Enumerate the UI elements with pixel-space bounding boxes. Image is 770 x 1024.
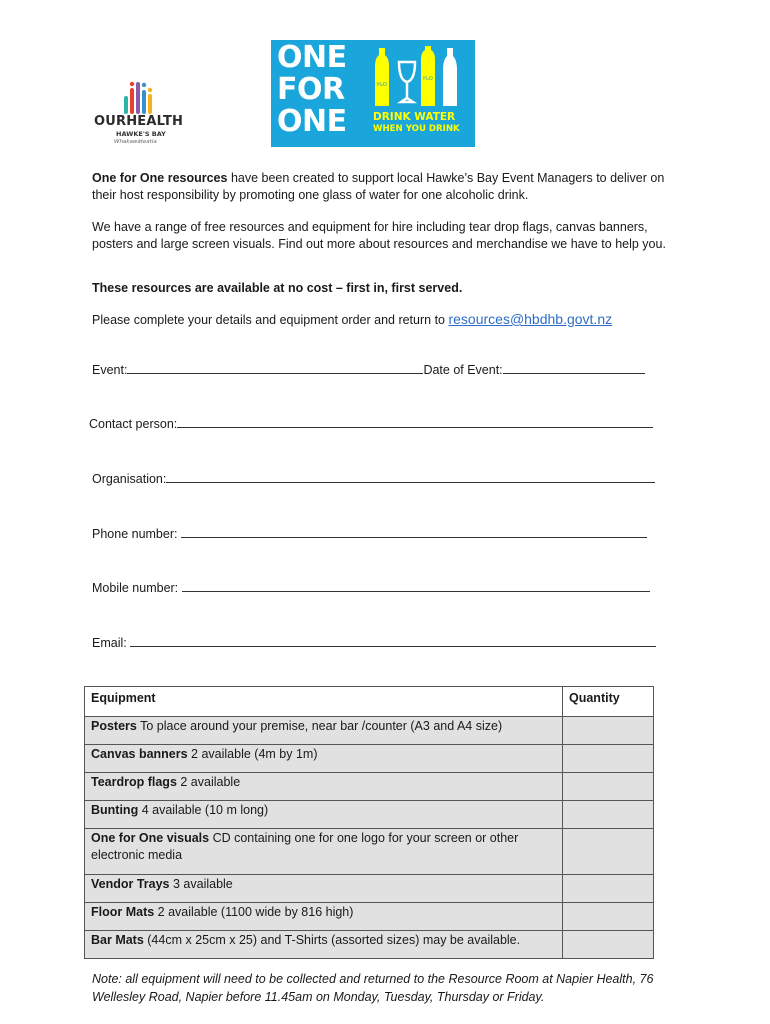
collection-note: Note: all equipment will need to be collected and returned to the Resource Room at Napier Health, 76 Wellesley Road, Napier before 11.45am on Monday, Tuesday, Thursday or Friday. — [92, 972, 654, 1004]
table-header-row — [85, 687, 654, 717]
logo-word-one-top: ONE — [277, 40, 347, 75]
equipment-cell — [85, 801, 563, 829]
equipment-cell — [85, 717, 563, 745]
intro-paragraph-2: We have a range of free resources and equipment for hire including tear drop flags, canvas banners, posters and large screen visuals. Find out more about resources and merchandise we have to help you. — [92, 220, 666, 251]
quantity-cell[interactable] — [563, 745, 654, 773]
equipment-cell — [85, 745, 563, 773]
equipment-cell — [85, 903, 563, 931]
table-row — [85, 829, 654, 875]
equipment-name: Teardrop flags — [91, 775, 177, 789]
quantity-cell[interactable] — [563, 717, 654, 745]
logo-tagline-when-you-drink: WHEN YOU DRINK — [373, 124, 460, 134]
organisation-row — [92, 470, 662, 486]
equipment-name: Canvas banners — [91, 747, 188, 761]
equipment-cell — [85, 875, 563, 903]
intro-p1-text: have been created to support local Hawke’s Bay Event Managers to deliver on their host responsibility by promoting one glass of water for one alcoholic drink. — [92, 171, 665, 202]
equipment-name: Vendor Trays — [91, 877, 170, 891]
quantity-cell[interactable] — [563, 829, 654, 875]
contact-row — [89, 415, 659, 431]
equipment-desc: (44cm x 25cm x 25) and T-Shirts (assorted sizes) may be available. — [143, 933, 521, 947]
table-row — [85, 745, 654, 773]
equipment-name: Posters — [91, 719, 137, 733]
equipment-table — [84, 686, 654, 959]
quantity-cell[interactable] — [563, 801, 654, 829]
return-text: Please complete your details and equipment order and return to — [92, 313, 449, 327]
equipment-desc: 2 available — [176, 775, 241, 789]
return-instructions — [92, 311, 692, 329]
bottles-glass-icon — [371, 46, 471, 108]
mobile-row — [92, 579, 662, 595]
event-label: Event: — [92, 363, 128, 377]
equipment-desc: To place around your premise, near bar /counter (A3 and A4 size) — [136, 719, 503, 733]
phone-label: Phone number: — [92, 527, 181, 541]
logo-word-one-bottom: ONE — [277, 104, 347, 139]
date-label: Date of Event: — [423, 363, 503, 377]
intro-bold-lead: One for One resources — [92, 171, 228, 185]
equipment-cell — [85, 829, 563, 875]
email-link[interactable]: resources@hbdhb.govt.nz — [448, 311, 613, 327]
logo-tagline-drink-water: DRINK WATER — [373, 111, 456, 123]
equipment-desc: CD containing one for one logo for your screen or other electronic media — [91, 831, 519, 862]
ourhealth-subtitle: HAWKE'S BAY — [116, 130, 166, 138]
quantity-header: Quantity — [563, 687, 654, 717]
bottle-label-right: H₂O — [423, 76, 433, 82]
equipment-name: One for One visuals — [91, 831, 210, 845]
equipment-name: Bunting — [91, 803, 139, 817]
email-input-line[interactable] — [130, 634, 656, 647]
table-row — [85, 931, 654, 959]
table-row — [85, 773, 654, 801]
mobile-label: Mobile number: — [92, 581, 182, 595]
table-row — [85, 875, 654, 903]
one-for-one-logo — [271, 40, 475, 147]
event-row — [92, 361, 662, 377]
table-row — [85, 903, 654, 931]
email-label: Email: — [92, 636, 131, 650]
equipment-cell — [85, 773, 563, 801]
equipment-name: Floor Mats — [91, 905, 155, 919]
event-input-line[interactable] — [127, 361, 423, 374]
quantity-cell[interactable] — [563, 903, 654, 931]
bottle-label-left: H₂O — [377, 82, 387, 88]
equipment-desc: 3 available — [169, 877, 233, 891]
equipment-desc: 2 available (4m by 1m) — [187, 747, 318, 761]
ourhealth-title: OURHEALTH — [94, 114, 184, 129]
availability-statement: These resources are available at no cost – first in, first served. — [92, 281, 463, 295]
quantity-cell[interactable] — [563, 931, 654, 959]
equipment-name: Bar Mats — [91, 933, 144, 947]
equipment-desc: 4 available (10 m long) — [138, 803, 269, 817]
quantity-cell[interactable] — [563, 875, 654, 903]
email-row — [92, 634, 662, 650]
ourhealth-logo — [92, 78, 188, 150]
contact-label: Contact person: — [89, 417, 178, 431]
ourhealth-tagline: Whakawāteatia — [114, 139, 157, 145]
equipment-cell — [85, 931, 563, 959]
logo-word-for: FOR — [277, 72, 345, 107]
phone-input-line[interactable] — [181, 525, 647, 538]
quantity-cell[interactable] — [563, 773, 654, 801]
ourhealth-figures-icon — [122, 78, 162, 114]
table-row — [85, 801, 654, 829]
organisation-label: Organisation: — [92, 472, 167, 486]
phone-row — [92, 525, 662, 541]
contact-input-line[interactable] — [177, 415, 653, 428]
equipment-header: Equipment — [85, 687, 563, 717]
intro-paragraph-1 — [92, 170, 692, 204]
equipment-desc: 2 available (1100 wide by 816 high) — [154, 905, 354, 919]
mobile-input-line[interactable] — [182, 579, 650, 592]
date-input-line[interactable] — [503, 361, 645, 374]
table-row — [85, 717, 654, 745]
organisation-input-line[interactable] — [166, 470, 655, 483]
